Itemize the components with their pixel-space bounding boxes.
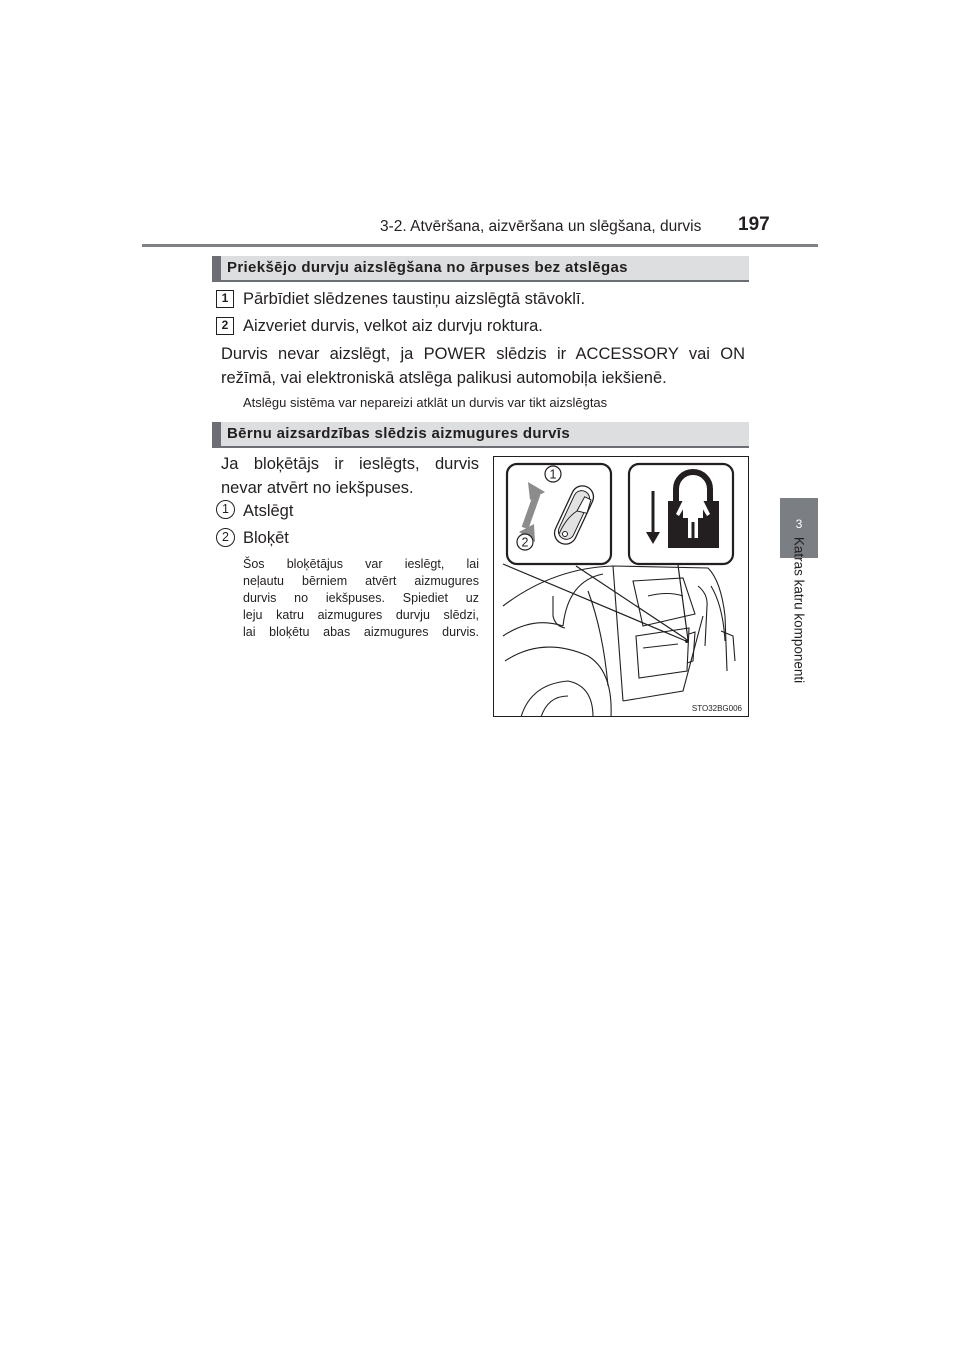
section-heading-keyless-locking: Priekšējo durvju aizslēgšana no ārpuses bez atslēgas — [212, 256, 749, 282]
chapter-side-label: Katras katru komponenti — [791, 536, 807, 684]
intro-line-2: nevar atvērt no iekšpuses. — [221, 479, 414, 497]
description-line-2: neļautu bērniem atvērt aizmugures — [243, 574, 479, 588]
header-rule — [142, 244, 818, 247]
description-line-4: leju katru aizmugures durvju slēdzi, — [243, 608, 479, 622]
item-2-text: Bloķēt — [243, 529, 289, 547]
step-2-text: Aizveriet durvis, velkot aiz durvju roktura. — [243, 317, 543, 335]
figure-code: STO32BG006 — [691, 704, 742, 713]
note-line-1: Durvis nevar aizslēgt, ja POWER slēdzis ir ACCESSORY vai ON — [221, 345, 745, 363]
description-line-1: Šos bloķētājus var ieslēgt, lai — [243, 557, 479, 571]
child-lock-illustration — [493, 456, 749, 717]
callout-2-label: 2 — [521, 535, 529, 550]
chapter-tab-number: 3 — [795, 517, 803, 531]
item-number-1: 1 — [216, 500, 235, 519]
note-line-2: režīmā, vai elektroniskā atslēga palikusi automobiļa iekšienē. — [221, 369, 667, 387]
item-1-text: Atslēgt — [243, 502, 294, 520]
section-heading-child-lock: Bērnu aizsardzības slēdzis aizmugures durvīs — [212, 422, 749, 448]
caution-text: Atslēgu sistēma var nepareizi atklāt un durvis var tikt aizslēgtas — [243, 395, 608, 410]
description-line-3: durvis no iekšpuses. Spiediet uz — [243, 591, 479, 605]
child-lock-icon — [629, 464, 733, 564]
page-number: 197 — [738, 214, 770, 235]
step-number-1: 1 — [216, 290, 234, 308]
chapter-breadcrumb: 3-2. Atvēršana, aizvēršana un slēgšana, durvis — [380, 218, 702, 235]
description-line-5: lai bloķētu abas aizmugures durvis. — [243, 625, 479, 639]
step-number-2: 2 — [216, 317, 234, 335]
callout-1-label: 1 — [549, 467, 557, 482]
intro-line-1: Ja bloķētājs ir ieslēgts, durvis — [221, 455, 479, 473]
item-number-2: 2 — [216, 528, 235, 547]
step-1-text: Pārbīdiet slēdzenes taustiņu aizslēgtā stāvoklī. — [243, 290, 586, 308]
